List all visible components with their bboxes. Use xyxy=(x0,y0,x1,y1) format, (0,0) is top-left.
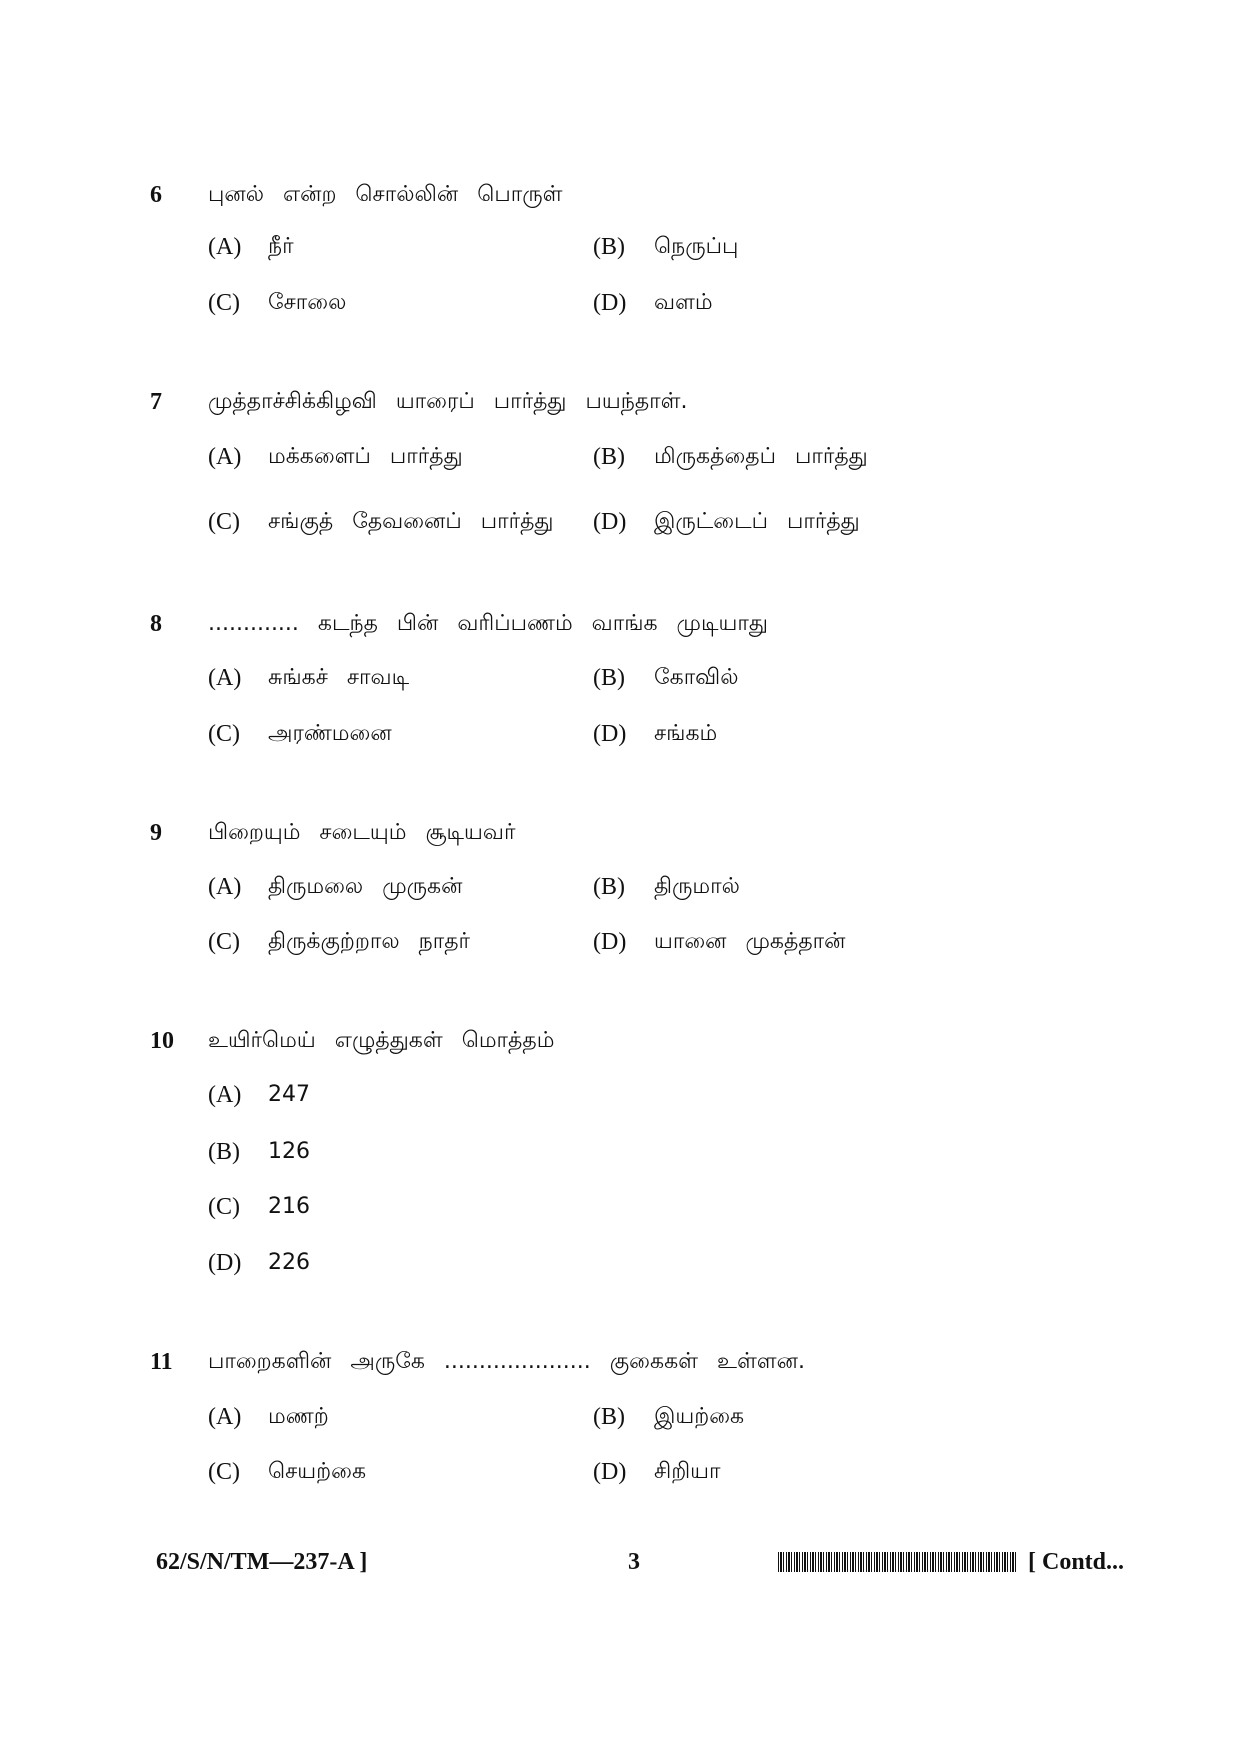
options-row xyxy=(0,1248,1240,1278)
option-label: (C) xyxy=(208,721,240,747)
options-row xyxy=(0,1402,1240,1432)
option-text: திருமலை முருகன் xyxy=(268,874,463,899)
barcode xyxy=(778,1552,1018,1572)
option-label: (B) xyxy=(593,665,625,691)
option-text: நெருப்பு xyxy=(654,234,739,259)
options-row xyxy=(0,1192,1240,1222)
question-number: 10 xyxy=(150,1028,174,1054)
option-text: யானை முகத்தான் xyxy=(654,929,846,954)
options-row xyxy=(0,288,1240,318)
question-text: பாறைகளின் அருகே ..................... குகைகள் உள்ளன. xyxy=(208,1349,805,1374)
option-text: இருட்டைப் பார்த்து xyxy=(654,509,860,534)
options-row xyxy=(0,719,1240,749)
options-row xyxy=(0,872,1240,902)
page-footer xyxy=(0,1547,1240,1577)
option-label: (A) xyxy=(208,1082,242,1108)
option-text: சிறியா xyxy=(654,1459,721,1484)
option-label: (C) xyxy=(208,290,240,316)
option-text: மணற் xyxy=(268,1404,329,1429)
option-text: மக்களைப் பார்த்து xyxy=(268,444,463,469)
option-label: (B) xyxy=(593,874,625,900)
question-text: முத்தாச்சிக்கிழவி யாரைப் பார்த்து பயந்தாள். xyxy=(208,389,688,414)
option-text: சங்குத் தேவனைப் பார்த்து xyxy=(268,509,554,534)
options-row xyxy=(0,232,1240,262)
question-number: 11 xyxy=(150,1349,173,1375)
option-label: (A) xyxy=(208,1404,242,1430)
option-text: அரண்மனை xyxy=(268,721,392,746)
option-label: (C) xyxy=(208,1459,240,1485)
option-text: சுங்கச் சாவடி xyxy=(268,665,410,690)
option-label: (D) xyxy=(593,1459,627,1485)
option-text: நீர் xyxy=(268,234,294,259)
option-label: (D) xyxy=(208,1250,242,1276)
option-text: சோலை xyxy=(268,290,347,315)
options-row xyxy=(0,442,1240,472)
option-text: செயற்கை xyxy=(268,1459,367,1484)
question-number: 8 xyxy=(150,611,162,637)
page-number: 3 xyxy=(628,1549,640,1575)
option-label: (A) xyxy=(208,234,242,260)
option-label: (B) xyxy=(593,234,625,260)
question-6 xyxy=(0,180,1240,210)
option-label: (D) xyxy=(593,721,627,747)
question-number: 6 xyxy=(150,182,162,208)
option-text: இயற்கை xyxy=(654,1404,745,1429)
question-10 xyxy=(0,1026,1240,1056)
option-text: 126 xyxy=(268,1139,310,1164)
options-row xyxy=(0,927,1240,957)
option-text: 247 xyxy=(268,1082,310,1107)
option-label: (A) xyxy=(208,444,242,470)
option-label: (D) xyxy=(593,929,627,955)
options-row xyxy=(0,1080,1240,1110)
question-text: உயிர்மெய் எழுத்துகள் மொத்தம் xyxy=(208,1028,555,1053)
options-row xyxy=(0,663,1240,693)
question-text: புனல் என்ற சொல்லின் பொருள் xyxy=(208,182,563,207)
question-8 xyxy=(0,609,1240,639)
question-number: 9 xyxy=(150,820,162,846)
option-text: 226 xyxy=(268,1250,310,1275)
continued-label: [ Contd... xyxy=(1028,1549,1125,1575)
question-number: 7 xyxy=(150,389,162,415)
options-row xyxy=(0,507,1240,537)
option-label: (A) xyxy=(208,874,242,900)
question-11 xyxy=(0,1347,1240,1377)
options-row xyxy=(0,1137,1240,1167)
option-label: (B) xyxy=(208,1139,240,1165)
options-row xyxy=(0,1457,1240,1487)
option-text: வளம் xyxy=(654,290,713,315)
option-text: சங்கம் xyxy=(654,721,718,746)
option-label: (A) xyxy=(208,665,242,691)
question-7 xyxy=(0,387,1240,417)
question-text: பிறையும் சடையும் சூடியவர் xyxy=(208,820,516,845)
option-text: கோவில் xyxy=(654,665,739,690)
question-text: ............. கடந்த பின் வரிப்பணம் வாங்க முடியாது xyxy=(208,611,768,636)
option-label: (D) xyxy=(593,509,627,535)
option-text: மிருகத்தைப் பார்த்து xyxy=(654,444,868,469)
option-label: (C) xyxy=(208,929,240,955)
paper-code: 62/S/N/TM—237-A ] xyxy=(156,1549,368,1575)
question-9 xyxy=(0,818,1240,848)
option-label: (C) xyxy=(208,509,240,535)
option-text: 216 xyxy=(268,1194,310,1219)
option-label: (B) xyxy=(593,444,625,470)
option-label: (C) xyxy=(208,1194,240,1220)
option-text: திருமால் xyxy=(654,874,740,899)
option-label: (D) xyxy=(593,290,627,316)
option-label: (B) xyxy=(593,1404,625,1430)
option-text: திருக்குற்றால நாதர் xyxy=(268,929,471,954)
